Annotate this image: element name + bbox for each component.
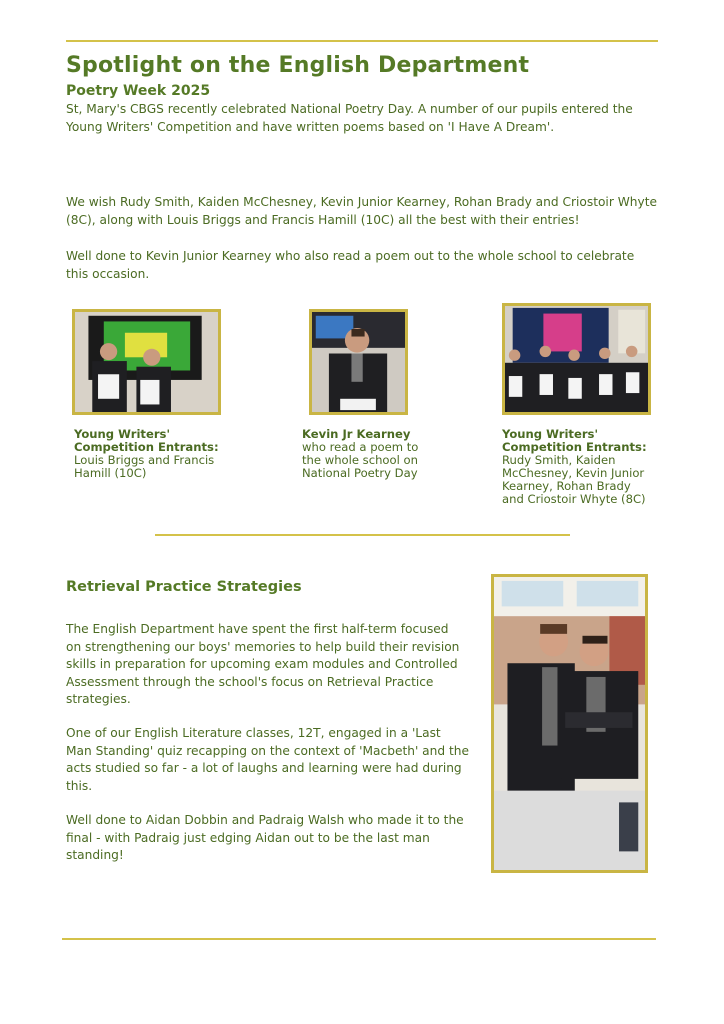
caption-photo-3: [502, 428, 652, 506]
section-subtitle: Poetry Week 2025: [66, 83, 211, 99]
retrieval-heading: Retrieval Practice Strategies: [66, 579, 302, 595]
retrieval-paragraph-2: One of our English Literature classes, 12T, engaged in a 'Last Man Standing' quiz recapping on the context of 'Macbeth' and the acts studied so far - a lot of laughs and learning were had during this.: [66, 726, 469, 793]
caption-2-heading: Kevin Jr Kearney: [302, 427, 411, 441]
caption-1-heading: Young Writers' Competition Entrants:: [74, 427, 219, 454]
caption-photo-1: [74, 428, 224, 480]
retrieval-paragraph-1: The English Department have spent the first half-term focused on strengthening our boys' memories to help build their revision skills in preparation for upcoming exam modules and Controlled Assessment through the school's focus on Retrieval Practice strategies.: [66, 622, 460, 706]
caption-3-heading: Young Writers' Competition Entrants:: [502, 427, 647, 454]
intro-paragraph: St, Mary's CBGS recently celebrated National Poetry Day. A number of our pupils entered the Young Writers' Competition and have written poems based on 'I Have A Dream'.: [66, 102, 633, 134]
caption-photo-2: [302, 428, 426, 480]
wishes-paragraph: We wish Rudy Smith, Kaiden McChesney, Kevin Junior Kearney, Rohan Brady and Criostoir Whyte (8C), along with Louis Briggs and Francis Hamill (10C) all the best with their entries!: [66, 195, 657, 227]
caption-3-text: Rudy Smith, Kaiden McChesney, Kevin Junior Kearney, Rohan Brady and Criostoir Whyte (8C): [502, 453, 646, 506]
caption-1-text: Louis Briggs and Francis Hamill (10C): [74, 453, 215, 480]
retrieval-paragraph-3: Well done to Aidan Dobbin and Padraig Walsh who made it to the final - with Padraig just edging Aidan out to be the last man standing!: [66, 813, 464, 862]
photo-louis-francis: [72, 309, 221, 415]
well-done-paragraph: Well done to Kevin Junior Kearney who also read a poem out to the whole school to celebrate this occasion.: [66, 249, 635, 281]
top-divider: [66, 40, 658, 42]
photo-8c-entrants: [502, 303, 651, 415]
middle-divider: [155, 534, 570, 536]
photo-aidan-padraig: [491, 574, 648, 873]
page-title: Spotlight on the English Department: [66, 53, 530, 78]
bottom-divider: [62, 938, 656, 940]
caption-2-text: who read a poem to the whole school on National Poetry Day: [302, 440, 419, 480]
photo-kevin: [309, 309, 408, 415]
